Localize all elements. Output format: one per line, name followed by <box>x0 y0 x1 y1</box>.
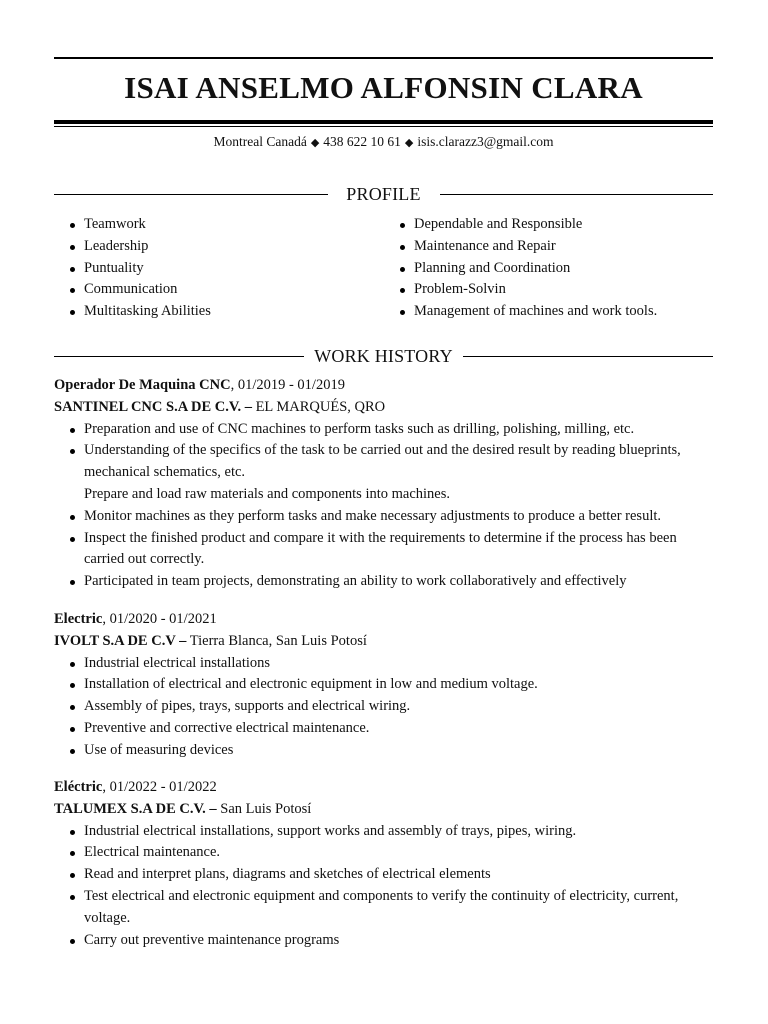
job-duties <box>54 419 714 593</box>
job-company: TALUMEX S.A DE C.V. – <box>54 800 217 817</box>
duty-item: Preventive and corrective electrical maintenance. <box>70 718 714 740</box>
job-company: IVOLT S.A DE C.V – <box>54 632 187 649</box>
skill-item: Planning and Coordination <box>400 258 657 280</box>
work-history-title: WORK HISTORY <box>304 346 463 366</box>
duty-item: Read and interpret plans, diagrams and sketches of electrical elements <box>70 864 714 886</box>
job-location: San Luis Potosí <box>216 800 312 817</box>
job-duties <box>54 653 714 762</box>
skill-item: Leadership <box>70 236 211 258</box>
profile-section-header <box>54 183 713 205</box>
contact-email[interactable]: isis.clarazz3@gmail.com <box>417 134 554 149</box>
skill-item: Teamwork <box>70 214 211 236</box>
header-bottom-rule <box>54 120 713 124</box>
duty-item: Use of measuring devices <box>70 740 714 762</box>
job-position: Electric <box>54 611 103 627</box>
contact-phone: 438 622 10 61 <box>323 134 401 149</box>
skill-item: Management of machines and work tools. <box>400 301 657 323</box>
duty-item: Prepare and load raw materials and components into machines. <box>84 485 451 502</box>
skills-column-1 <box>70 214 211 323</box>
duty-item: Participated in team projects, demonstrating an ability to work collaboratively and effectively <box>70 571 714 593</box>
duty-item: Inspect the finished product and compare it with the requirements to determine if the process has been carried out correctly. <box>70 528 714 572</box>
job-title-line <box>54 375 714 397</box>
skill-item: Maintenance and Repair <box>400 236 657 258</box>
contact-line <box>54 133 713 152</box>
skill-item: Puntuality <box>70 258 211 280</box>
duty-item: Electrical maintenance. <box>70 842 714 864</box>
skills-column-2 <box>400 214 657 323</box>
job-duties <box>54 821 714 952</box>
job-company-line <box>54 631 714 653</box>
duty-item: Carry out preventive maintenance programs <box>70 930 714 952</box>
profile-title: PROFILE <box>336 184 430 204</box>
job-company-line <box>54 397 714 419</box>
job-title-line <box>54 609 714 631</box>
skill-item: Dependable and Responsible <box>400 214 657 236</box>
job-location: Tierra Blanca, San Luis Potosí <box>186 632 367 649</box>
job-company-line <box>54 799 714 821</box>
contact-location: Montreal Canadá <box>213 134 307 149</box>
duty-item: Preparation and use of CNC machines to perform tasks such as drilling, polishing, milling, etc. <box>70 419 714 441</box>
skill-item: Communication <box>70 279 211 301</box>
duty-item: Understanding of the specifics of the task to be carried out and the desired result by reading blueprints, mechanical schematics, etc. <box>70 440 714 484</box>
candidate-name: ISAI ANSELMO ALFONSIN CLARA <box>124 70 643 105</box>
header-bottom-rule-thin <box>54 126 713 127</box>
job-entry <box>54 777 714 951</box>
job-position: Operador De Maquina CNC <box>54 377 231 393</box>
duty-item: Industrial electrical installations <box>70 653 714 675</box>
job-location: EL MARQUÉS, QRO <box>251 398 386 415</box>
work-history-section-header <box>54 345 713 367</box>
job-dates: , 01/2022 - 01/2022 <box>102 779 217 795</box>
diamond-separator-icon: ◆ <box>310 137 320 149</box>
duty-item: Test electrical and electronic equipment and components to verify the continuity of electricity, current, voltage. <box>70 886 714 930</box>
skill-item: Problem-Solvin <box>400 279 657 301</box>
job-title-line <box>54 777 714 799</box>
header-top-rule <box>54 57 713 59</box>
duty-item: Industrial electrical installations, support works and assembly of trays, pipes, wiring. <box>70 821 714 843</box>
job-company: SANTINEL CNC S.A DE C.V. – <box>54 398 252 415</box>
duty-item: Installation of electrical and electronic equipment in low and medium voltage. <box>70 674 714 696</box>
job-position: Eléctric <box>54 779 103 795</box>
job-dates: , 01/2020 - 01/2021 <box>102 611 217 627</box>
job-entry <box>54 375 714 593</box>
diamond-separator-icon: ◆ <box>404 137 414 149</box>
duty-item: Monitor machines as they perform tasks and make necessary adjustments to produce a better result. <box>70 506 714 528</box>
skill-item: Multitasking Abilities <box>70 301 211 323</box>
job-dates: , 01/2019 - 01/2019 <box>230 377 345 393</box>
job-entry <box>54 609 714 762</box>
duty-item: Assembly of pipes, trays, supports and electrical wiring. <box>70 696 714 718</box>
